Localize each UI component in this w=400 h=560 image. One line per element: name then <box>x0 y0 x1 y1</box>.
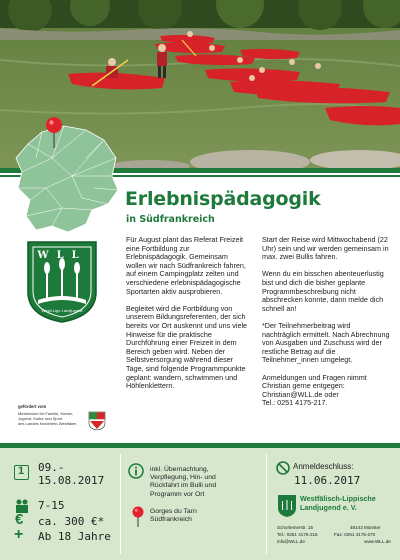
age-range: 7-15 <box>38 499 65 512</box>
nrw-crest-icon <box>88 411 106 431</box>
location-text: Gorges du Tarn Südfrankreich <box>150 508 197 524</box>
minimum-age: Ab 18 Jahre <box>38 530 111 543</box>
euro-icon: € <box>15 511 24 528</box>
deadline-label: Anmeldeschluss: <box>293 462 354 471</box>
event-dates: 09.- 15.08.2017 <box>38 461 105 487</box>
sponsor-text: Ministerium für Familie, Kinder, Jugend, Kultur und Sport des Landes Nordrhein-Westfalen <box>18 411 77 426</box>
sponsor-label: gefördert vom <box>18 404 47 409</box>
email-link[interactable]: info@WLL.de <box>277 539 305 544</box>
logo-ring-text: Westf-Lipp Landjugend <box>41 308 83 313</box>
address-street: Schorlemerstr. 15 <box>277 525 313 530</box>
paragraph: Start der Reise wird Mittwochabend (22 Uhr) sein und wir werden gemeinsam in max. zwei Bullis fahren. <box>262 235 389 262</box>
body-column-right <box>262 236 390 416</box>
paragraph: Für August plant das Referat Freizeit eine Fortbildung zur Erlebnispädagogik. Gemeinsam wollen wir nach Südfrankreich fahren, auf einem Campingplatz zelten und verschiedene erlebnispädagogische Sportarten aktiv ausprobieren. <box>126 235 246 296</box>
organization-name: Westfälisch-Lippische Landjugend e. V. <box>300 494 376 512</box>
fax: Fax: 0251 4175-270 <box>334 532 376 537</box>
body-column-left <box>126 236 248 399</box>
page-subtitle: in Südfrankreich <box>126 214 215 225</box>
contact-paragraph: Anmeldungen und Fragen nimmt Christian gerne entgegen: Christian@WLL.de oder Tel.: 0251 4175-217. <box>262 372 367 408</box>
prohibited-icon <box>276 461 290 475</box>
paragraph: Begleitet wird die Fortbildung von unserem Bildungsreferenten, der sich bereits vor Ort auskennt und uns viele Hinweise für die praktische Durchführung einer Freizeit in dem Bereich geben wird. Neben der Selbstversorgung während dieser Tage, sind folgende Programmpunkte geplant: wandern, schwimmen und Höhlenklettern. <box>126 303 248 391</box>
deadline-date: 11.06.2017 <box>294 474 361 487</box>
paragraph: *Der Teilnehmerbeitrag wird nachträglich ermittelt. Nach Abrechnung von Ausgaben und Zuschuss wird der restliche Betrag auf die Teilnehmer_innen umgelegt. <box>262 320 390 365</box>
price: ca. 300 €* <box>38 515 105 528</box>
phone: Tel.: 0251 4175-215 <box>277 532 318 537</box>
website-link[interactable]: www.WLL.de <box>364 539 391 544</box>
calendar-day-glyph: 1 <box>18 465 25 477</box>
address-city: 48143 Münster <box>350 525 381 530</box>
wll-logo-small <box>277 494 297 518</box>
info-icon <box>128 463 144 479</box>
divider <box>120 454 121 554</box>
paragraph: Wenn du ein bisschen abenteuerlustig bist und dich die bisher geplante Programmbeschreibung nicht abschrecken konnte, dann melde dich schnell an! <box>262 269 384 313</box>
map-pin-icon <box>130 506 146 528</box>
add-icon: + <box>14 526 24 543</box>
inclusions-text: inkl. Übernachtung, Verpflegung, Hin- und Rückfahrt im Bulli und Programm vor Ort <box>150 466 217 498</box>
wll-logo <box>24 238 100 324</box>
logo-letters: WLL <box>37 250 87 261</box>
page-title: Erlebnispädagogik <box>125 188 321 210</box>
divider <box>266 454 267 554</box>
region-map <box>12 118 122 236</box>
map-pin-icon <box>44 116 64 150</box>
